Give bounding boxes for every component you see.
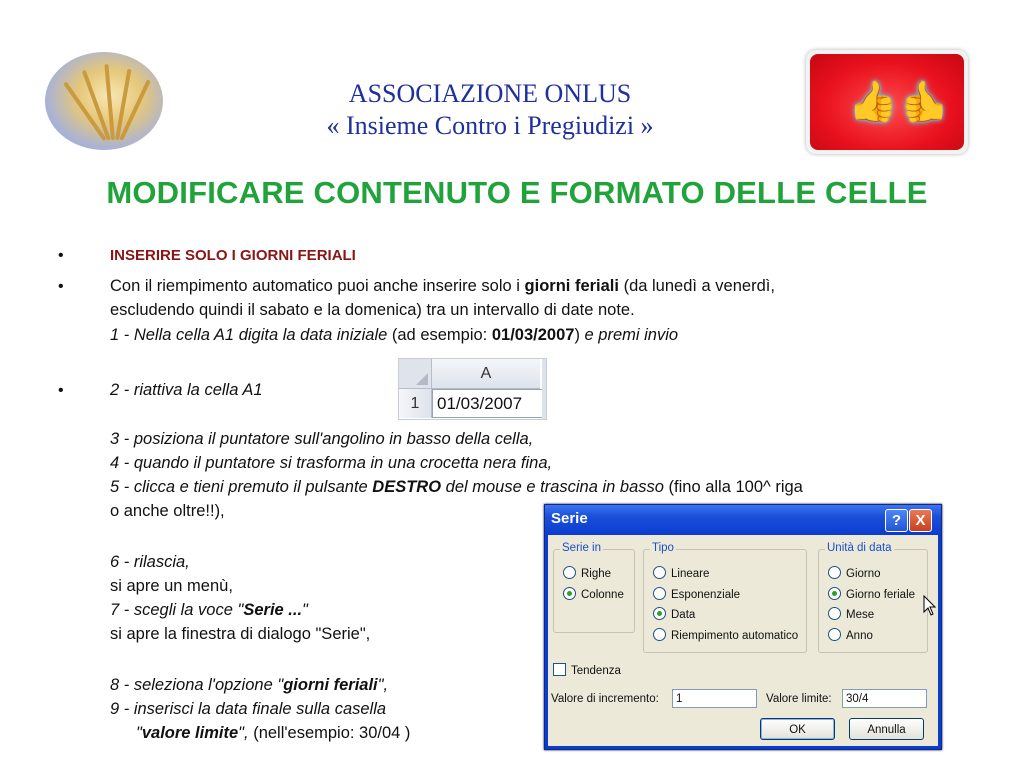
text-bold: valore limite xyxy=(141,724,239,742)
bullet-dot: • xyxy=(58,382,64,399)
paragraph-line xyxy=(110,274,775,298)
excel-cell-preview xyxy=(398,358,547,420)
radio-label: Lineare xyxy=(671,568,710,580)
cancel-button[interactable]: Annulla xyxy=(849,718,924,740)
serie-dialog xyxy=(544,504,942,750)
radio-label: Data xyxy=(671,609,696,621)
step-9: 9 - inserisci la data finale sulla casella xyxy=(110,700,387,718)
organization-title xyxy=(200,78,780,142)
group-serie-in xyxy=(553,542,635,633)
radio-label: Anno xyxy=(846,630,873,642)
radio-icon xyxy=(653,628,666,641)
checkbox-label: Tendenza xyxy=(571,665,621,677)
radio-label: Righe xyxy=(581,568,612,580)
text: ", xyxy=(377,676,389,694)
text: (da lunedì a venerdì, xyxy=(618,277,775,295)
dialog-titlebar[interactable] xyxy=(545,505,941,535)
cell-a1: 01/03/2007 xyxy=(432,389,544,418)
step-5 xyxy=(110,475,803,499)
radio-icon xyxy=(828,607,841,620)
radio-icon xyxy=(653,566,666,579)
incremento-label: Valore di incremento: xyxy=(551,693,659,705)
radio-data[interactable] xyxy=(653,607,695,622)
step-7-note: si apre la finestra di dialogo "Serie", xyxy=(110,625,371,643)
column-header: A xyxy=(432,359,540,389)
step-9-cont xyxy=(136,721,410,745)
radio-checked-icon xyxy=(828,587,841,600)
radio-label: Colonne xyxy=(581,589,624,601)
radio-lineare[interactable] xyxy=(653,566,709,581)
step-3: 3 - posiziona il puntatore sull'angolino in basso della cella, xyxy=(110,430,534,448)
radio-label: Esponenziale xyxy=(671,589,741,601)
text: 5 - clicca e tieni premuto il pulsante xyxy=(110,478,373,496)
bullet-heading: INSERIRE SOLO I GIORNI FERIALI xyxy=(110,247,356,264)
radio-anno[interactable] xyxy=(828,628,873,643)
radio-colonne[interactable] xyxy=(563,587,624,602)
bullet-dot: • xyxy=(58,247,64,264)
radio-checked-icon xyxy=(563,587,576,600)
step-5-cont: o anche oltre!!), xyxy=(110,502,225,520)
text: (fino alla 100^ riga xyxy=(663,478,803,496)
mouse-pointer-icon xyxy=(923,595,939,617)
dialog-title: Serie xyxy=(551,510,588,527)
checkbox-icon xyxy=(553,663,566,676)
radio-righe[interactable] xyxy=(563,566,611,581)
text: " xyxy=(136,724,142,742)
radio-icon xyxy=(653,587,666,600)
text-bold: Serie ... xyxy=(243,601,303,619)
text: 8 - seleziona l'opzione " xyxy=(110,676,284,694)
tendenza-checkbox[interactable] xyxy=(553,663,621,678)
thumbs-up-logo-icon: 👍 👍 xyxy=(806,50,968,154)
row-header: 1 xyxy=(399,389,432,418)
radio-label: Giorno xyxy=(846,568,881,580)
text: del mouse e trascina in basso xyxy=(441,478,664,496)
limite-label: Valore limite: xyxy=(766,693,832,705)
dialog-body xyxy=(548,535,938,746)
select-all-corner xyxy=(399,359,432,389)
radio-mese[interactable] xyxy=(828,607,874,622)
text-bold: giorni feriali xyxy=(524,277,619,295)
text: (nell'esempio: 30/04 ) xyxy=(248,724,411,742)
text: (ad esempio: xyxy=(387,326,492,344)
radio-giorno-feriale[interactable] xyxy=(828,587,915,602)
step-7 xyxy=(110,598,308,622)
slide-title: MODIFICARE CONTENUTO E FORMATO DELLE CELLE xyxy=(106,175,928,210)
text-bold: DESTRO xyxy=(372,478,442,496)
ok-button[interactable]: OK xyxy=(760,718,835,740)
text-bold: 01/03/2007 xyxy=(491,326,575,344)
wheat-logo-icon xyxy=(45,52,163,150)
help-button[interactable]: ? xyxy=(885,509,908,532)
text-bold: giorni feriali xyxy=(283,676,378,694)
text: ) xyxy=(574,326,580,344)
group-unita-di-data xyxy=(818,542,928,653)
text: ", xyxy=(238,724,249,742)
radio-icon xyxy=(563,566,576,579)
radio-checked-icon xyxy=(653,607,666,620)
step-2: 2 - riattiva la cella A1 xyxy=(110,381,263,399)
text: e premi invio xyxy=(579,326,679,344)
limite-input[interactable]: 30/4 xyxy=(842,689,927,708)
radio-label: Giorno feriale xyxy=(846,589,916,601)
group-tipo xyxy=(643,542,807,653)
group-label: Tipo xyxy=(652,542,674,554)
paragraph-line: escludendo quindi il sabato e la domenica) tra un intervallo di date note. xyxy=(110,301,635,319)
radio-icon xyxy=(828,566,841,579)
incremento-input[interactable]: 1 xyxy=(672,689,757,708)
bullet-dot: • xyxy=(58,278,64,295)
step-4: 4 - quando il puntatore si trasforma in una crocetta nera fina, xyxy=(110,454,553,472)
radio-label: Riempimento automatico xyxy=(671,630,799,642)
text: 7 - scegli la voce " xyxy=(110,601,244,619)
org-motto: « Insieme Contro i Pregiudizi » xyxy=(326,111,654,140)
radio-label: Mese xyxy=(846,609,875,621)
text: Con il riempimento automatico puoi anche inserire solo i xyxy=(110,277,525,295)
step-6: 6 - rilascia, xyxy=(110,553,190,571)
group-label: Serie in xyxy=(562,542,601,554)
text: 1 - Nella cella A1 digita la data iniziale xyxy=(110,326,388,344)
radio-giorno[interactable] xyxy=(828,566,881,581)
close-button[interactable]: X xyxy=(909,509,932,532)
radio-esponenziale[interactable] xyxy=(653,587,740,602)
org-name: ASSOCIAZIONE ONLUS xyxy=(348,79,632,108)
text: " xyxy=(302,601,308,619)
step-1 xyxy=(110,323,678,347)
step-6-note: si apre un menù, xyxy=(110,577,233,595)
grid-edge xyxy=(542,359,546,419)
radio-icon xyxy=(828,628,841,641)
step-8 xyxy=(110,673,388,697)
radio-riempimento[interactable] xyxy=(653,628,798,643)
group-label: Unità di data xyxy=(827,542,892,554)
